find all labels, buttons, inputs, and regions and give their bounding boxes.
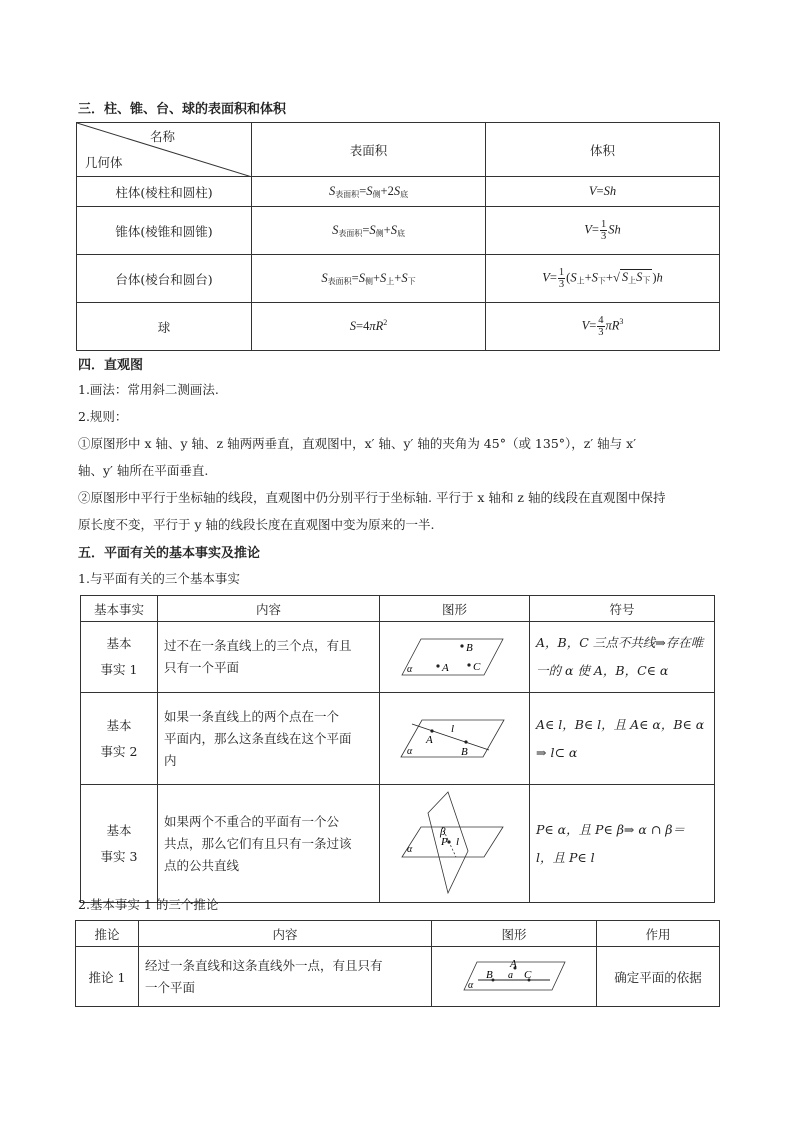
header-cell: 图形 — [380, 596, 530, 622]
table-row — [77, 303, 720, 351]
sec4-line-4: 轴、y′ 轴所在平面垂直. — [78, 463, 209, 478]
table-header-row — [81, 596, 715, 622]
header-cell: 基本事实 — [81, 596, 158, 622]
line-in-plane-figure — [380, 693, 530, 781]
header-cell: 内容 — [158, 596, 380, 622]
corner-bottom-label: 几何体 — [85, 155, 123, 170]
svg-text:A: A — [426, 734, 433, 746]
svg-text:α: α — [468, 980, 474, 991]
sec5-subtitle-1: 1.与平面有关的三个基本事实 — [78, 571, 240, 586]
fact-symbol: A，B，C 三点不共线⇒存在唯 一的 α 使 A，B，C∈ α — [530, 622, 715, 693]
fact-figure — [380, 693, 530, 785]
corner-top-label: 名称 — [150, 129, 176, 144]
fact-content: 如果两个不重合的平面有一个公 共点，那么它们有且只有一条过该 点的公共直线 — [158, 785, 380, 903]
section5-title: 五．平面有关的基本事实及推论 — [78, 546, 261, 561]
fact-name: 基本 事实 1 — [81, 622, 158, 693]
header-volume: 体积 — [486, 123, 720, 177]
section4-title: 四．直观图 — [78, 358, 144, 373]
svg-text:l: l — [451, 723, 455, 735]
corollary-use: 确定平面的依据 — [597, 947, 720, 1007]
intersecting-planes-figure — [380, 785, 530, 899]
fact-name: 基本 事实 3 — [81, 785, 158, 903]
table-row — [77, 255, 720, 303]
header-cell: 内容 — [139, 921, 432, 947]
section3-title: 三．柱、锥、台、球的表面积和体积 — [78, 102, 287, 117]
table-row — [77, 177, 720, 207]
formula-volume-sphere: V= $\frac{4}{3}$ $\pi R^3$ — [486, 303, 720, 351]
svg-text:A: A — [510, 958, 517, 970]
fact-name: 基本 事实 2 — [81, 693, 158, 785]
header-cell: 推论 — [76, 921, 139, 947]
row-name: 柱体(棱柱和圆柱) — [77, 177, 252, 207]
fact-symbol: P∈ α，且 P∈ β⇒ α ∩ β＝ l，且 P∈ l — [530, 785, 715, 903]
table-row — [77, 207, 720, 255]
svg-text:C: C — [524, 969, 532, 981]
table-row — [81, 622, 715, 693]
sec4-line-6: 原长度不变，平行于 y 轴的线段长度在直观图中变为原来的一半. — [78, 517, 435, 532]
formula-volume-pyramid: V= $\frac{1}{3}$ Sh — [486, 207, 720, 255]
line-and-point-figure — [432, 947, 597, 1003]
sec4-line-1: 1.画法：常用斜二测画法. — [78, 382, 219, 397]
header-cell: 作用 — [597, 921, 720, 947]
fact-content: 过不在一条直线上的三个点，有且 只有一个平面 — [158, 622, 380, 693]
svg-text:C: C — [473, 661, 481, 673]
basic-facts-table — [80, 595, 715, 903]
svg-text:B: B — [466, 642, 473, 654]
fact-content: 如果一条直线上的两个点在一个 平面内，那么这条直线在这个平面 内 — [158, 693, 380, 785]
sec4-line-2: 2.规则： — [78, 409, 128, 424]
table-header-row — [77, 123, 720, 177]
svg-text:A: A — [442, 662, 449, 674]
formula-surface-prism: $S_{表面积}=S_侧+2S_底$ — [252, 177, 486, 207]
formula-surface-pyramid: $S_{表面积}=S_侧+S_底$ — [252, 207, 486, 255]
svg-text:a: a — [508, 970, 513, 981]
header-cell: 符号 — [530, 596, 715, 622]
corollary-content: 经过一条直线和这条直线外一点，有且只有 一个平面 — [139, 947, 432, 1007]
row-name: 台体(棱台和圆台) — [77, 255, 252, 303]
table-row — [76, 947, 720, 1007]
row-name: 球 — [77, 303, 252, 351]
svg-text:α: α — [407, 844, 413, 855]
corollary-name: 推论 1 — [76, 947, 139, 1007]
table-row — [81, 785, 715, 903]
svg-text:α: α — [407, 746, 413, 757]
corollaries-table — [75, 920, 720, 1007]
svg-text:α: α — [407, 664, 413, 675]
solids-table — [76, 122, 720, 351]
svg-text:l: l — [456, 836, 460, 848]
svg-text:B: B — [461, 746, 468, 758]
corner-cell — [77, 123, 252, 177]
sec4-line-3: ①原图形中 x 轴、y 轴、z 轴两两垂直，直观图中，x′ 轴、y′ 轴的夹角为 45°（或 135°），z′ 轴与 x′ — [78, 436, 637, 451]
formula-surface-frustum: $S_{表面积}=S_侧+S_上+S_下$ — [252, 255, 486, 303]
sec5-subtitle-2: 2.基本事实 1 的三个推论 — [78, 897, 219, 912]
fact-figure — [380, 785, 530, 903]
formula-surface-sphere: $S=4\pi R^2$ — [252, 303, 486, 351]
fact-symbol: A∈ l，B∈ l，且 A∈ α，B∈ α ⇒ l⊂ α — [530, 693, 715, 785]
formula-volume-prism: V=Sh — [486, 177, 720, 207]
formula-volume-frustum: V= $\frac{1}{3}$ ($S_上+S_下+√$ $S_上S_下$ )h — [486, 255, 720, 303]
plane-three-points-figure — [380, 622, 530, 689]
svg-text:P: P — [441, 836, 448, 848]
header-cell: 图形 — [432, 921, 597, 947]
table-header-row — [76, 921, 720, 947]
fact-figure — [380, 622, 530, 693]
row-name: 锥体(棱锥和圆锥) — [77, 207, 252, 255]
sec4-line-5: ②原图形中平行于坐标轴的线段，直观图中仍分别平行于坐标轴. 平行于 x 轴和 z 轴的线段在直观图中保持 — [78, 490, 666, 505]
header-surface: 表面积 — [252, 123, 486, 177]
corollary-figure — [432, 947, 597, 1007]
table-row — [81, 693, 715, 785]
svg-text:β: β — [440, 826, 446, 838]
svg-text:B: B — [486, 969, 493, 981]
